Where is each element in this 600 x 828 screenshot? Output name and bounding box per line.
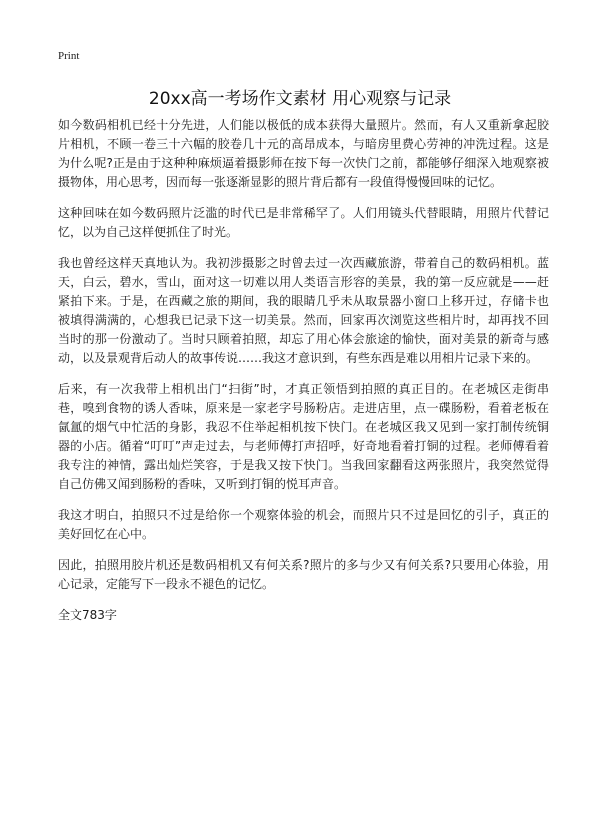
print-link[interactable]: Print [58, 50, 80, 62]
paragraph-1: 如今数码相机已经十分先进，人们能以极低的成本获得大量照片。然而，有人又重新拿起胶片相机，不顾一卷三十六幅的胶卷几十元的高昂成本，与暗房里费心劳神的冲洗过程。这是为什么呢?正是由于这种种麻烦逼着摄影师在按下每一次快门之前，都能够仔细深入地观察被摄物体，用心思考，因而每一张逐渐显影的照片背后都有一段值得慢慢回味的记忆。 [58, 118, 549, 189]
paragraph-2: 这种回味在如今数码照片泛滥的时代已是非常稀罕了。人们用镜头代替眼睛，用照片代替记忆，以为自己这样便抓住了时光。 [58, 206, 549, 239]
paragraph-6: 因此，拍照用胶片机还是数码相机又有何关系?照片的多与少又有何关系?只要用心体验，用心记录，定能写下一段永不褪色的记忆。 [58, 558, 549, 591]
word-count: 全文783字 [58, 608, 117, 622]
page-title: 20xx高一考场作文素材 用心观察与记录 [148, 89, 452, 109]
paragraph-3: 我也曾经这样天真地认为。我初涉摄影之时曾去过一次西藏旅游，带着自己的数码相机。蓝天，白云，碧水，雪山，面对这一切难以用人类语言形容的美景，我的第一反应就是——赶紧拍下来。于是，在西藏之旅的期间，我的眼睛几乎未从取景器小窗口上移开过，存储卡也被填得满满的，心想我已记录下这一切美景。然而，回家再次浏览这些相片时，却再找不回当时的那一份激动了。当时只顾着拍照，却忘了用心体会旅途的愉快，面对美景的新奇与感动，以及景观背后动人的故事传说……我这才意识到，有些东西是难以用相片记录下来的。 [58, 256, 549, 365]
paragraph-5: 我这才明白，拍照只不过是给你一个观察体验的机会，而照片只不过是回忆的引子，真正的美好回忆在心中。 [58, 508, 549, 541]
paragraph-4: 后来，有一次我带上相机出门“扫街”时，才真正领悟到拍照的真正目的。在老城区走街串巷，嗅到食物的诱人香味，原来是一家老字号肠粉店。走进店里，点一碟肠粉，看着老板在氤氲的烟气中忙活的身影，我忍不住举起相机按下快门。在老城区我又见到一家打制传统铜器的小店。循着“叮叮”声走过去，与老师傅打声招呼，好奇地看着打铜的过程。老师傅看着我专注的神情，露出灿烂笑容，于是我又按下快门。当我回家翻看这两张照片，我突然觉得自己仿佛又闻到肠粉的香味，又听到打铜的悦耳声音。 [58, 382, 549, 491]
article-body [58, 116, 549, 624]
